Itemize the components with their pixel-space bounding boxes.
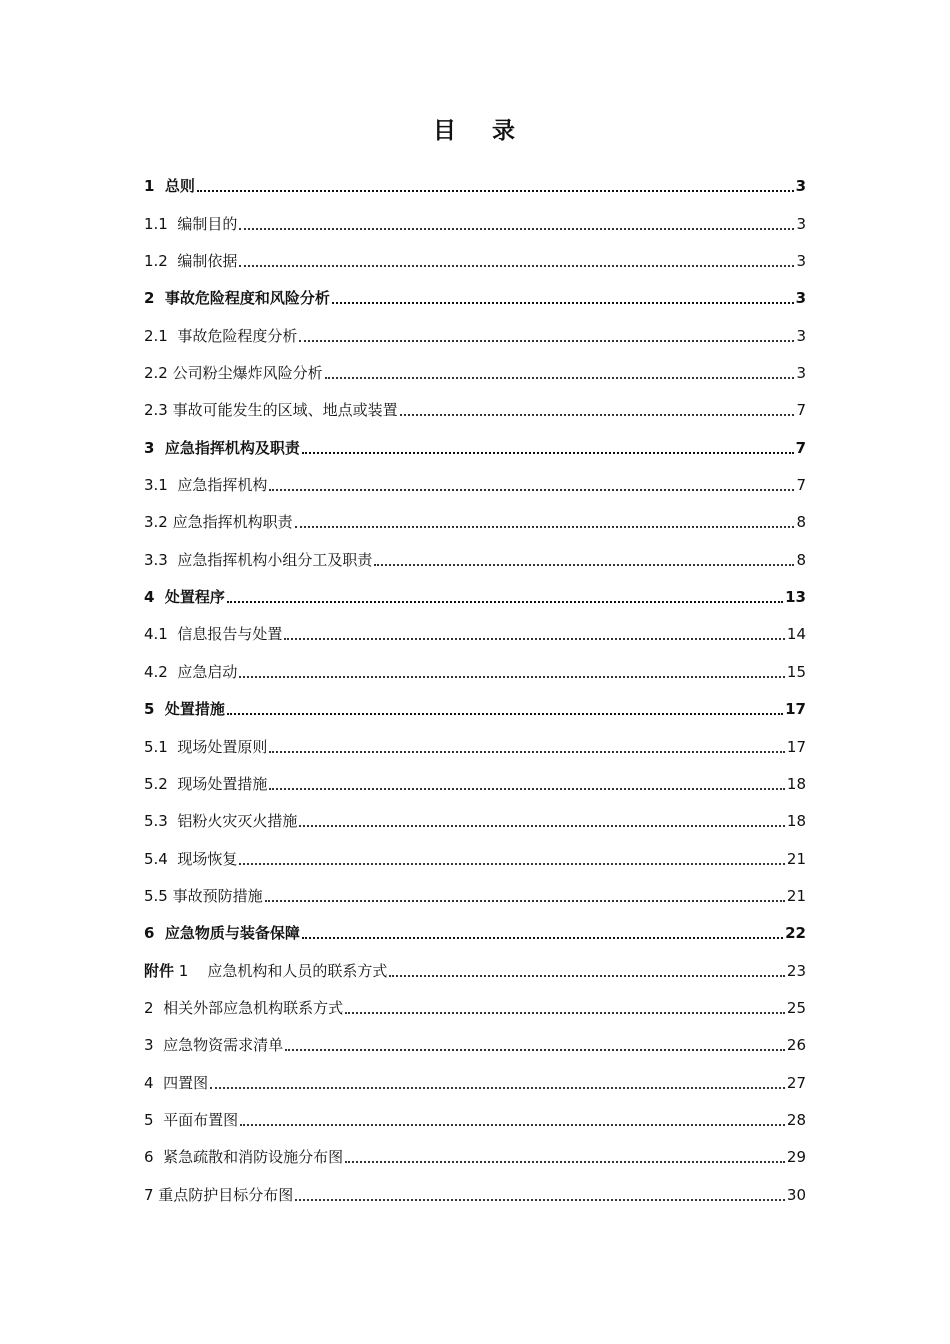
toc-entry[interactable] <box>144 235 806 272</box>
toc-entry-label <box>144 1072 210 1094</box>
toc-leader-dots <box>284 638 785 640</box>
toc-entry[interactable] <box>144 1056 806 1093</box>
toc-entry-page-number: 23 <box>786 961 806 980</box>
toc-entry[interactable] <box>144 1094 806 1131</box>
toc-entry-text: 2 相关外部应急机构联系方式 <box>144 998 344 1017</box>
toc-entry-page-number: 15 <box>786 662 806 681</box>
toc-entry-text: 3 应急指挥机构及职责 <box>144 438 300 457</box>
toc-entry-text: 5 处置措施 <box>144 700 225 719</box>
toc-entry[interactable] <box>144 1131 806 1168</box>
toc-leader-dots <box>332 302 794 304</box>
toc-entry-page-number: 17 <box>785 700 806 719</box>
toc-entry[interactable] <box>144 197 806 234</box>
toc-entry[interactable] <box>144 347 806 384</box>
toc-leader-dots <box>389 975 784 977</box>
toc-entry-label <box>144 586 227 608</box>
toc-entry-page-number: 3 <box>795 289 806 308</box>
toc-entry-text: 6 应急物质与装备保障 <box>144 924 300 943</box>
toc-leader-dots <box>295 526 795 528</box>
toc-entry-label <box>144 623 284 645</box>
toc-entry-label <box>144 661 239 683</box>
toc-entry-text: 4 四置图 <box>144 1073 209 1092</box>
toc-entry-page-number: 18 <box>786 812 806 831</box>
toc-entry[interactable] <box>144 533 806 570</box>
toc-entry[interactable] <box>144 645 806 682</box>
toc-entry[interactable] <box>144 459 806 496</box>
toc-leader-dots <box>227 601 783 603</box>
toc-entry-label <box>144 213 239 235</box>
toc-entry[interactable] <box>144 907 806 944</box>
toc-leader-dots <box>239 863 785 865</box>
toc-entry-label <box>144 997 345 1019</box>
toc-entry-page-number: 7 <box>795 438 806 457</box>
toc-entry-label <box>144 1034 285 1056</box>
toc-entry-label <box>144 437 302 459</box>
toc-leader-dots <box>265 900 785 902</box>
toc-entry[interactable] <box>144 870 806 907</box>
toc-entry-text: 1.1 编制目的 <box>144 214 238 233</box>
toc-entry-text: 2.3 事故可能发生的区域、地点或装置 <box>144 401 398 420</box>
toc-entry-label <box>144 1146 345 1168</box>
title-char-left: 目 <box>433 118 458 144</box>
toc-entry-label <box>144 1109 240 1131</box>
toc-entry-label <box>144 175 197 197</box>
toc-leader-dots <box>299 825 785 827</box>
toc-entry[interactable] <box>144 384 806 421</box>
toc-entry[interactable] <box>144 758 806 795</box>
toc-entry-page-number: 27 <box>786 1073 806 1092</box>
title-char-right: 录 <box>492 118 517 144</box>
toc-entry-label <box>144 810 299 832</box>
toc-entry-label <box>144 922 302 944</box>
toc-entry-page-number: 28 <box>786 1110 806 1129</box>
toc-entry-label <box>144 399 400 421</box>
toc-entry-text: 4.2 应急启动 <box>144 662 238 681</box>
toc-entry-page-number: 13 <box>785 588 806 607</box>
toc-entry-text: 6 紧急疏散和消防设施分布图 <box>144 1148 344 1167</box>
toc-entry-page-number: 3 <box>795 177 806 196</box>
toc-entry-label <box>144 960 389 982</box>
toc-entry-page-number: 7 <box>796 401 806 420</box>
toc-entry-label <box>144 1184 295 1206</box>
toc-leader-dots <box>295 1199 785 1201</box>
toc-leader-dots <box>345 1161 785 1163</box>
toc-entry-text: 3 应急物资需求清单 <box>144 1036 284 1055</box>
toc-entry-label <box>144 549 374 571</box>
toc-entry-text: 3.2 应急指挥机构职责 <box>144 513 293 532</box>
toc-leader-dots <box>285 1049 785 1051</box>
toc-entry-label <box>144 848 239 870</box>
toc-leader-dots <box>302 937 783 939</box>
toc-entry[interactable] <box>144 720 806 757</box>
toc-entry-text: 3.1 应急指挥机构 <box>144 476 268 495</box>
toc-leader-dots <box>400 414 795 416</box>
toc-leader-dots <box>374 564 794 566</box>
toc-entry-page-number: 3 <box>796 252 806 271</box>
toc-entry-label <box>144 362 325 384</box>
toc-entry[interactable] <box>144 683 806 720</box>
toc-entry-label <box>144 325 299 347</box>
page-title <box>0 112 950 145</box>
toc-entry-page-number: 8 <box>796 513 806 532</box>
toc-entry-page-number: 21 <box>786 849 806 868</box>
toc-entry[interactable] <box>144 571 806 608</box>
toc-entry-text: 1.2 编制依据 <box>144 252 238 271</box>
toc-entry-page-number: 30 <box>786 1185 806 1204</box>
toc-leader-dots <box>240 1124 785 1126</box>
toc-leader-dots <box>239 265 794 267</box>
toc-leader-dots <box>269 751 785 753</box>
toc-entry[interactable] <box>144 832 806 869</box>
toc-entry-text: 4 处置程序 <box>144 588 225 607</box>
toc-entry[interactable] <box>144 944 806 981</box>
toc-entry[interactable] <box>144 309 806 346</box>
toc-entry-label <box>144 885 265 907</box>
toc-entry[interactable] <box>144 608 806 645</box>
toc-entry-label <box>144 736 269 758</box>
toc-entry-text: 5.3 铝粉火灾灭火措施 <box>144 812 298 831</box>
toc-entry-text: 5 平面布置图 <box>144 1110 239 1129</box>
toc-entry-label <box>144 474 269 496</box>
toc-entry-label <box>144 698 227 720</box>
toc-entry[interactable] <box>144 795 806 832</box>
toc-entry-page-number: 17 <box>786 737 806 756</box>
toc-leader-dots <box>325 377 795 379</box>
toc-entry-text: 2 事故危险程度和风险分析 <box>144 289 330 308</box>
toc-entry-text: 5.1 现场处置原则 <box>144 737 268 756</box>
toc-entry-label <box>144 773 269 795</box>
toc-entry-label <box>144 287 332 309</box>
toc-leader-dots <box>299 340 794 342</box>
toc-entry-text: 2.2 公司粉尘爆炸风险分析 <box>144 364 323 383</box>
toc-entry-label <box>144 511 295 533</box>
toc-entry-page-number: 25 <box>786 998 806 1017</box>
toc-entry[interactable] <box>144 982 806 1019</box>
toc-leader-dots <box>197 190 794 192</box>
toc-leader-dots <box>269 788 785 790</box>
toc-entry-page-number: 3 <box>796 214 806 233</box>
toc-leader-dots <box>227 713 783 715</box>
toc-entry-text: 4.1 信息报告与处置 <box>144 625 283 644</box>
toc-entry-text: 7 重点防护目标分布图 <box>144 1185 294 1204</box>
toc-leader-dots <box>302 452 794 454</box>
toc-leader-dots <box>269 489 794 491</box>
toc-entry-page-number: 3 <box>796 364 806 383</box>
toc-entry-page-number: 21 <box>786 886 806 905</box>
toc-entry-page-number: 8 <box>796 550 806 569</box>
toc-entry-page-number: 3 <box>796 326 806 345</box>
toc-entry-page-number: 29 <box>786 1148 806 1167</box>
toc-entry-text: 3.3 应急指挥机构小组分工及职责 <box>144 550 373 569</box>
toc-entry-page-number: 7 <box>796 476 806 495</box>
toc-entry-text: 5.4 现场恢复 <box>144 849 238 868</box>
toc-entry-text: 5.5 事故预防措施 <box>144 886 263 905</box>
toc-entry-page-number: 14 <box>786 625 806 644</box>
table-of-contents <box>144 160 806 1206</box>
toc-entry-text: 2.1 事故危险程度分析 <box>144 326 298 345</box>
toc-entry-page-number: 18 <box>786 774 806 793</box>
toc-entry-text: 1 总则 <box>144 177 195 196</box>
toc-entry-prefix: 附件 <box>144 961 175 980</box>
toc-entry[interactable] <box>144 1019 806 1056</box>
toc-entry-page-number: 22 <box>785 924 806 943</box>
toc-entry[interactable] <box>144 496 806 533</box>
toc-leader-dots <box>345 1012 785 1014</box>
toc-entry[interactable] <box>144 1168 806 1205</box>
toc-entry-text: 5.2 现场处置措施 <box>144 774 268 793</box>
toc-leader-dots <box>239 676 785 678</box>
toc-entry-label <box>144 250 239 272</box>
toc-entry[interactable] <box>144 272 806 309</box>
toc-leader-dots <box>239 228 794 230</box>
toc-entry-text: 1 应急机构和人员的联系方式 <box>178 961 388 980</box>
toc-leader-dots <box>210 1087 785 1089</box>
toc-entry[interactable] <box>144 421 806 458</box>
toc-entry-page-number: 26 <box>786 1036 806 1055</box>
toc-entry[interactable] <box>144 160 806 197</box>
